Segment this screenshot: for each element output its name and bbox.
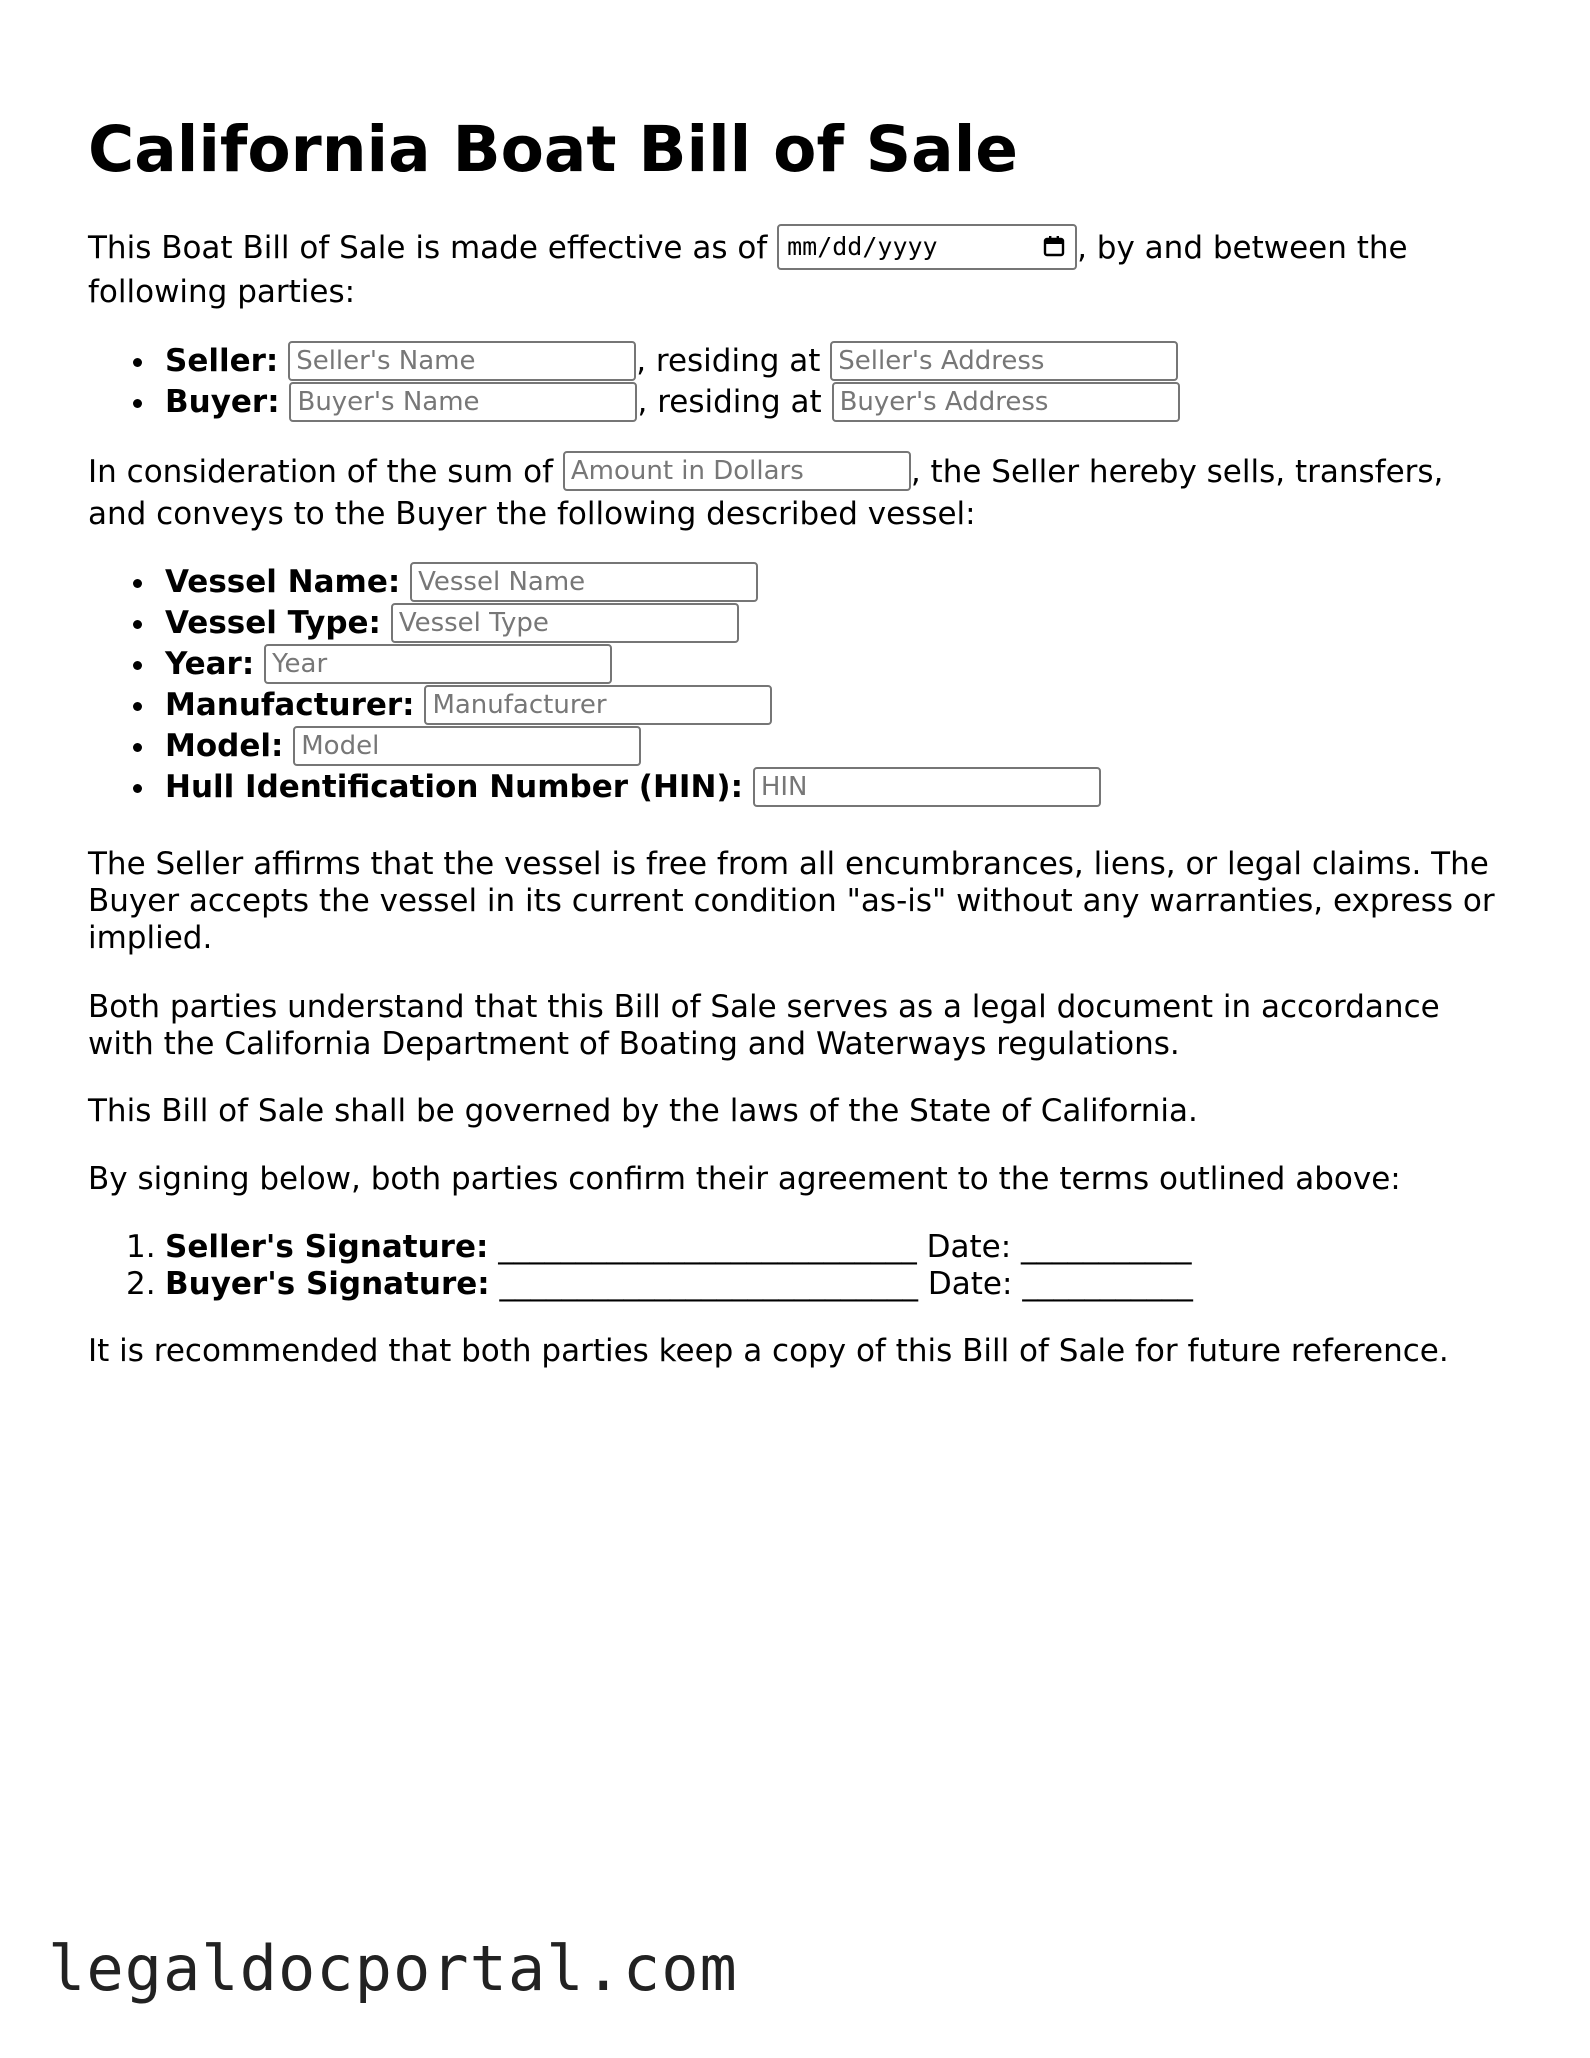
amount-input[interactable]	[563, 451, 911, 491]
vessel-type-placeholder: Vessel Type	[398, 607, 549, 638]
calendar-icon[interactable]	[1043, 235, 1065, 257]
buyer-date-line: ___________	[1022, 1266, 1193, 1302]
seller-date-line: ___________	[1021, 1229, 1192, 1265]
list-item-vessel-name	[88, 562, 1101, 603]
buyer-residing-text: , residing at	[637, 384, 832, 420]
signatures-list	[88, 1229, 1193, 1303]
signing-text: By signing below, both parties confirm their agreement to the terms outlined above:	[88, 1161, 1401, 1197]
effective-date-input[interactable]	[777, 224, 1077, 270]
consideration-text-before: In consideration of the sum of	[88, 454, 563, 490]
list-item-model	[88, 726, 1101, 767]
year-placeholder: Year	[272, 648, 328, 679]
seller-date-label: Date:	[926, 1229, 1022, 1265]
model-input[interactable]	[293, 726, 641, 766]
model-label: Model:	[165, 728, 284, 764]
buyer-address-placeholder: Buyer's Address	[839, 386, 1049, 417]
item-number: 1.	[126, 1229, 156, 1265]
item-number: 2.	[126, 1266, 156, 1302]
list-item-seller-signature	[88, 1229, 1193, 1266]
intro-text-line2: following parties:	[88, 274, 356, 310]
list-item-buyer	[88, 382, 1180, 423]
vessel-name-input[interactable]	[410, 562, 758, 602]
seller-name-input[interactable]	[288, 341, 636, 381]
intro-paragraph	[88, 226, 1528, 314]
seller-address-placeholder: Seller's Address	[838, 345, 1045, 376]
list-item-vessel-type	[88, 603, 1101, 644]
consideration-paragraph	[88, 451, 1528, 535]
vessel-name-label: Vessel Name:	[165, 564, 401, 600]
consideration-text-line2: and conveys to the Buyer the following described vessel:	[88, 496, 976, 532]
seller-signature-line: ___________________________	[488, 1229, 927, 1265]
page-title: California Boat Bill of Sale	[88, 113, 1019, 186]
buyer-signature-line: ___________________________	[489, 1266, 928, 1302]
hin-label: Hull Identification Number (HIN):	[165, 769, 743, 805]
vessel-details-list	[88, 562, 1101, 808]
seller-residing-text: , residing at	[636, 343, 831, 379]
list-item-seller	[88, 341, 1180, 382]
intro-text-before-date: This Boat Bill of Sale is made effective as of	[88, 230, 778, 266]
list-item-year	[88, 644, 1101, 685]
manufacturer-input[interactable]	[424, 685, 772, 725]
manufacturer-label: Manufacturer:	[165, 687, 415, 723]
site-watermark: legaldocportal.com	[48, 1932, 738, 2005]
seller-name-placeholder: Seller's Name	[296, 345, 476, 376]
legal-line-1: Both parties understand that this Bill of Sale serves as a legal document in accordance	[88, 989, 1440, 1025]
legal-paragraph	[88, 989, 1528, 1063]
list-item-hin	[88, 767, 1101, 808]
list-item-buyer-signature	[88, 1266, 1193, 1303]
consideration-text-after: , the Seller hereby sells, transfers,	[910, 454, 1444, 490]
seller-address-input[interactable]	[830, 341, 1178, 381]
signing-paragraph	[88, 1161, 1528, 1198]
buyer-address-input[interactable]	[832, 382, 1180, 422]
model-placeholder: Model	[301, 730, 380, 761]
list-item-manufacturer	[88, 685, 1101, 726]
year-input[interactable]	[264, 644, 612, 684]
affirmation-paragraph	[88, 846, 1528, 957]
governed-text: This Bill of Sale shall be governed by the laws of the State of California.	[88, 1093, 1198, 1129]
affirm-line-1: The Seller affirms that the vessel is free from all encumbrances, liens, or legal claims. The	[88, 846, 1489, 882]
buyer-date-label: Date:	[927, 1266, 1023, 1302]
buyer-name-input[interactable]	[289, 382, 637, 422]
governing-law-paragraph	[88, 1093, 1528, 1130]
hin-placeholder: HIN	[760, 771, 808, 802]
hin-input[interactable]	[753, 767, 1101, 807]
seller-signature-label: Seller's Signature:	[165, 1229, 489, 1265]
intro-text-after-date: , by and between the	[1077, 230, 1408, 266]
parties-list	[88, 341, 1180, 423]
vessel-type-label: Vessel Type:	[165, 605, 381, 641]
manufacturer-placeholder: Manufacturer	[432, 689, 607, 720]
vessel-name-placeholder: Vessel Name	[418, 566, 586, 597]
buyer-label: Buyer:	[165, 384, 280, 420]
amount-placeholder: Amount in Dollars	[570, 455, 804, 486]
legal-line-2: with the California Department of Boating and Waterways regulations.	[88, 1026, 1180, 1062]
buyer-name-placeholder: Buyer's Name	[297, 386, 480, 417]
year-label: Year:	[165, 646, 255, 682]
recommend-text: It is recommended that both parties keep a copy of this Bill of Sale for future reference.	[88, 1333, 1449, 1369]
date-placeholder: mm/dd/yyyy	[787, 231, 938, 261]
affirm-line-3: implied.	[88, 920, 213, 956]
recommendation-paragraph	[88, 1333, 1528, 1370]
vessel-type-input[interactable]	[391, 603, 739, 643]
buyer-signature-label: Buyer's Signature:	[165, 1266, 490, 1302]
seller-label: Seller:	[165, 343, 279, 379]
affirm-line-2: Buyer accepts the vessel in its current condition "as-is" without any warranties, express or	[88, 883, 1495, 919]
